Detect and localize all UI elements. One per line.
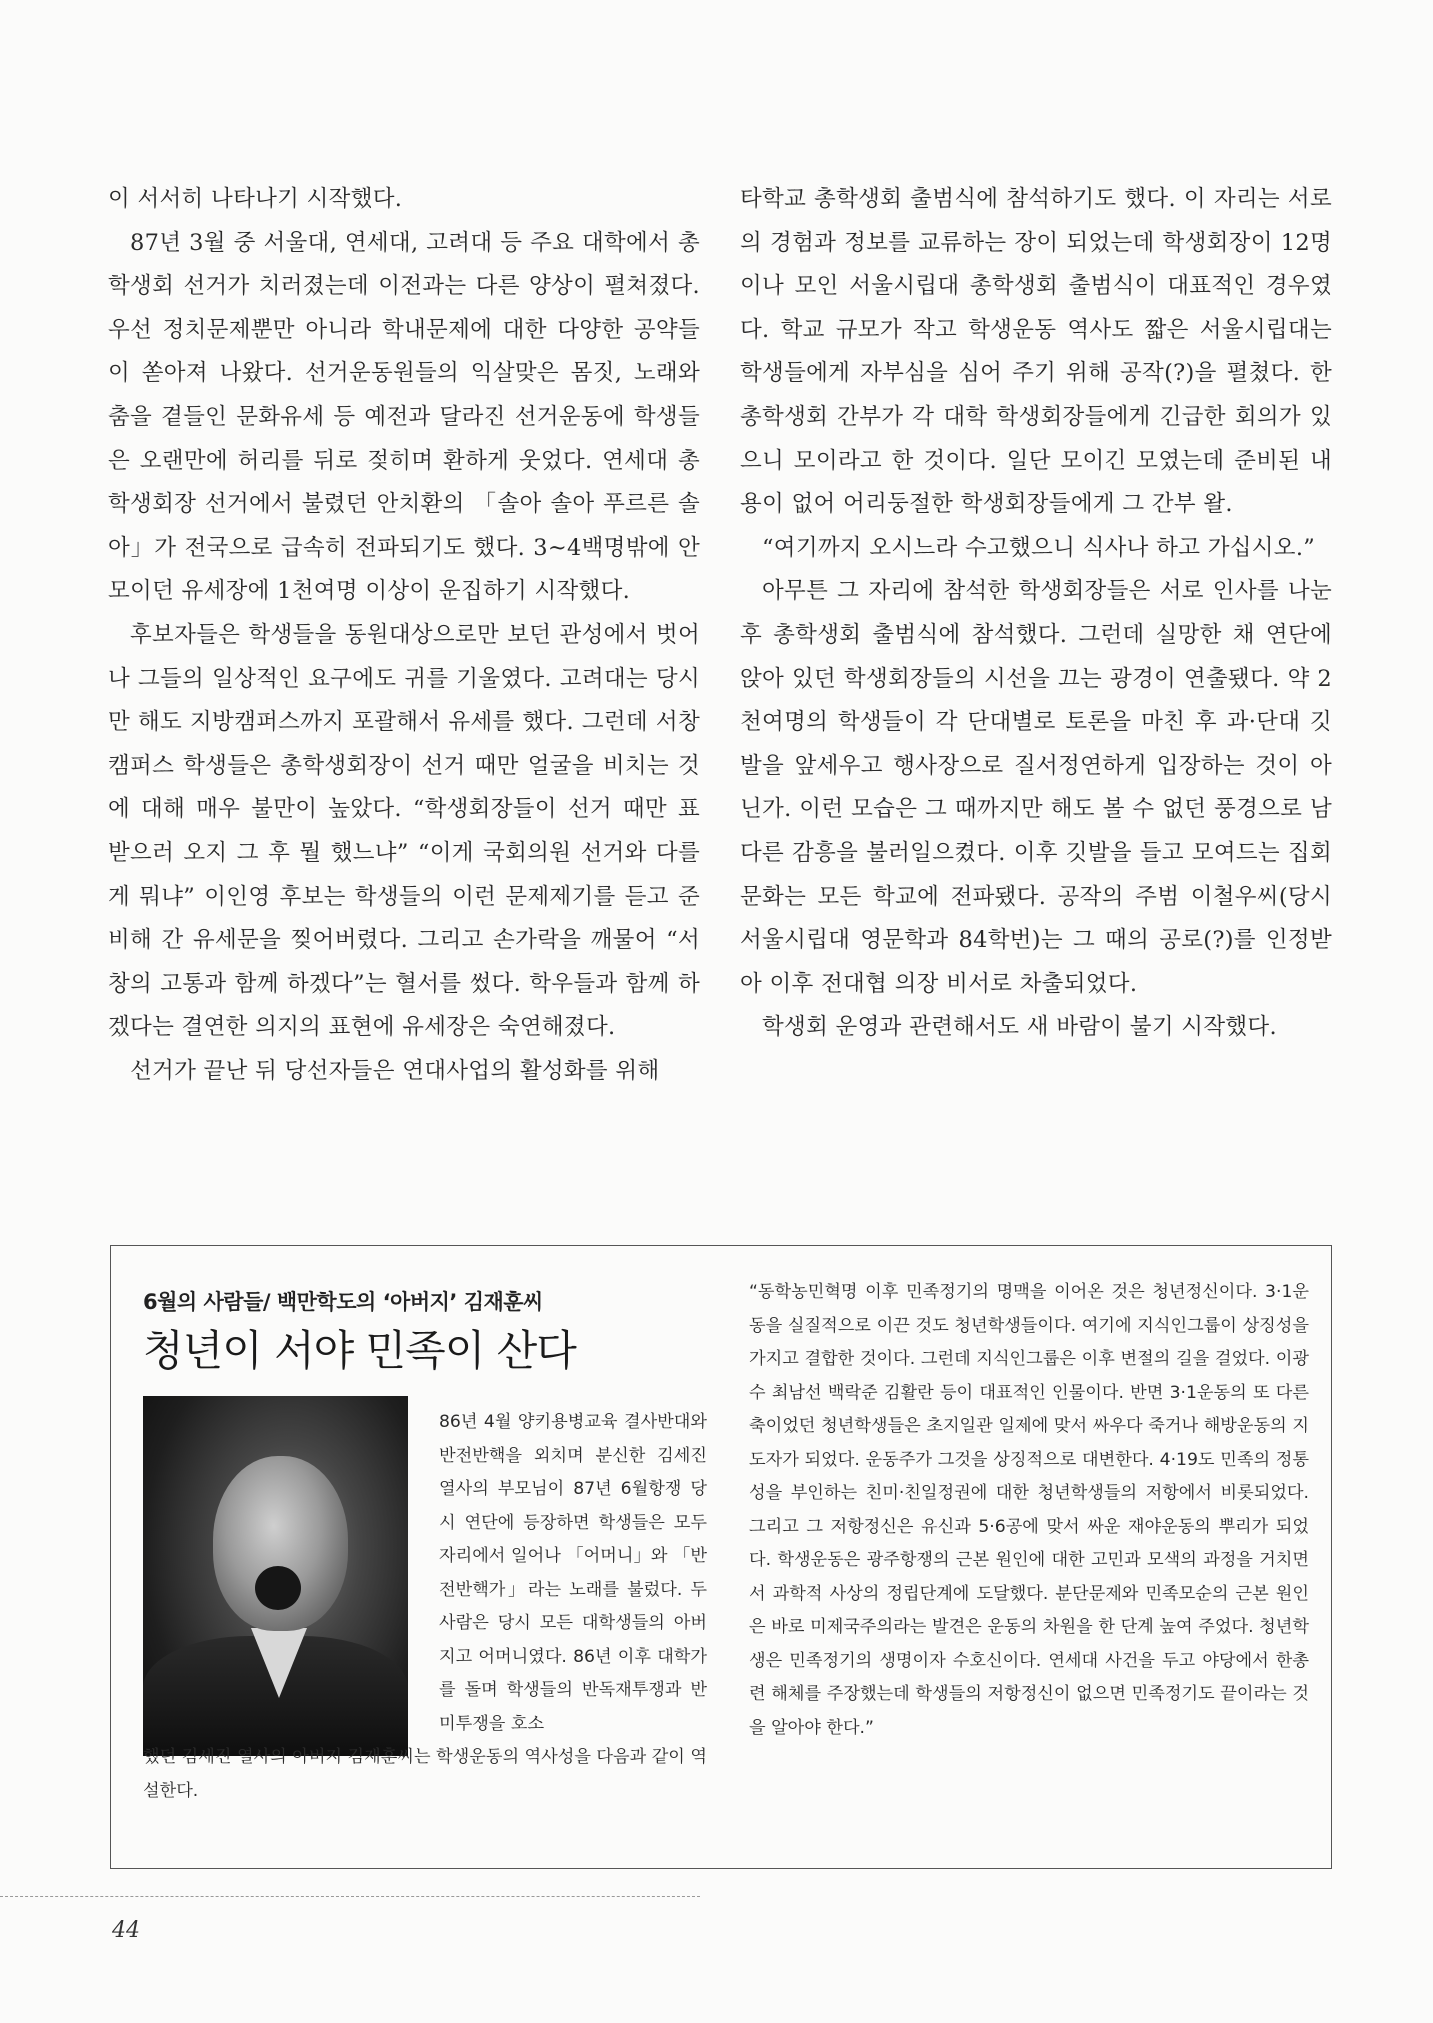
paragraph: 후보자들은 학생들을 동원대상으로만 보던 관성에서 벗어나 그들의 일상적인 요구에도 귀를 기울였다. 고려대는 당시만 해도 지방캠퍼스까지 포괄해서 유세를 했다. 그런데 서창캠퍼스 학생들은 총학생회장이 선거 때만 얼굴을 비치는 것에 대해 매우 불만이 높았다. “학생회장들이 선거 때만 표 받으러 오지 그 후 뭘 했느냐” “이게 국회의원 선거와 다를 게 뭐냐” 이인영 후보는 학생들의 이런 문제제기를 듣고 준비해 간 유세문을 찢어버렸다. 그리고 손가락을 깨물어 “서창의 고통과 함께 하겠다”는 혈서를 썼다. 학우들과 함께 하겠다는 결연한 의지의 표현에 유세장은 숙연해졌다. — [108, 621, 700, 1041]
paragraph: 타학교 총학생회 출범식에 참석하기도 했다. 이 자리는 서로의 경험과 정보를 교류하는 장이 되었는데 학생회장이 12명이나 모인 서울시립대 총학생회 출범식이 대표적인 경우였다. 학교 규모가 작고 학생운동 역사도 짧은 서울시립대는 학생들에게 자부심을 심어 주기 위해 공작(?)을 펼쳤다. 한 총학생회 간부가 각 대학 학생회장들에게 긴급한 회의가 있으니 모이라고 한 것이다. 일단 모이긴 모였는데 준비된 내용이 없어 어리둥절한 학생회장들에게 그 간부 왈. — [740, 186, 1332, 518]
sidebar-intro-text-cont: 했던 김세진 열사의 아버지 김재훈씨는 학생운동의 역사성을 다음과 같이 역설한다. — [143, 1747, 707, 1801]
left-column — [108, 178, 700, 1093]
portrait-photo — [143, 1396, 408, 1756]
footer-divider — [0, 1896, 700, 1897]
sidebar-intro-text: 86년 4월 양키용병교육 결사반대와 반전반핵을 외치며 분신한 김세진 열사의 부모님이 87년 6월항쟁 당시 연단에 등장하면 학생들은 모두 자리에서 일어나 「어머니」와 「반전반핵가」라는 노래를 불렀다. 두 사람은 당시 모든 대학생들의 아버지고 어머니였다. 86년 이후 대학가를 돌며 학생들의 반독재투쟁과 반미투쟁을 호소 — [439, 1412, 707, 1734]
sidebar-title: 청년이 서야 민족이 산다 — [143, 1326, 576, 1375]
sidebar-kicker: 6월의 사람들/ 백만학도의 ‘아버지’ 김재훈씨 — [143, 1290, 543, 1314]
sidebar-quote-text: “동학농민혁명 이후 민족정기의 명맥을 이어온 것은 청년정신이다. 3·1운동을 실질적으로 이끈 것도 청년학생들이다. 여기에 지식인그룹이 상징성을 가지고 결합한 것이다. 그런데 지식인그룹은 이후 변절의 길을 걸었다. 이광수 최남선 백락준 김활란 등이 대표적인 인물이다. 반면 3·1운동의 또 다른 축이었던 청년학생들은 초지일관 일제에 맞서 싸우다 죽거나 해방운동의 지도자가 되었다. 운동주가 그것을 상징적으로 대변한다. 4·19도 민족의 정통성을 부인하는 친미·친일정권에 대한 청년학생들의 저항에서 비롯되었다. 그리고 그 저항정신은 유신과 5·6공에 맞서 싸운 재야운동의 뿌리가 되었다. 학생운동은 광주항쟁의 근본 원인에 대한 고민과 모색의 과정을 거치면서 과학적 사상의 정립단계에 도달했다. 분단문제와 민족모순의 근본 원인은 바로 미제국주의라는 발견은 운동의 차원을 한 단계 높여 주었다. 청년학생은 민족정기의 생명이자 수호신이다. 연세대 사건을 두고 야당에서 한총련 해체를 주장했는데 학생들의 저항정신이 없으면 민족정기도 끝이라는 것을 알아야 한다.” — [749, 1282, 1309, 1738]
paragraph: “여기까지 오시느라 수고했으니 식사나 하고 가십시오.” — [762, 534, 1316, 561]
right-column — [740, 178, 1332, 1050]
paragraph: 학생회 운영과 관련해서도 새 바람이 불기 시작했다. — [762, 1014, 1277, 1041]
paragraph: 아무튼 그 자리에 참석한 학생회장들은 서로 인사를 나눈 후 총학생회 출범식에 참석했다. 그런데 실망한 채 연단에 앉아 있던 학생회장들의 시선을 끄는 광경이 연출됐다. 약 2천여명의 학생들이 각 단대별로 토론을 마친 후 과·단대 깃발을 앞세우고 행사장으로 질서정연하게 입장하는 것이 아닌가. 이런 모습은 그 때까지만 해도 볼 수 없던 풍경으로 남다른 감흥을 불러일으켰다. 이후 깃발을 들고 모여드는 집회문화는 모든 학교에 전파됐다. 공작의 주범 이철우씨(당시 서울시립대 영문학과 84학번)는 그 때의 공로(?)를 인정받아 이후 전대협 의장 비서로 차출되었다. — [740, 578, 1332, 997]
page-number: 44 — [112, 1918, 140, 1943]
paragraph: 선거가 끝난 뒤 당선자들은 연대사업의 활성화를 위해 — [130, 1057, 660, 1084]
paragraph: 이 서서히 나타나기 시작했다. — [108, 186, 403, 212]
paragraph: 87년 3월 중 서울대, 연세대, 고려대 등 주요 대학에서 총학생회 선거가 치러졌는데 이전과는 다른 양상이 펼쳐졌다. 우선 정치문제뿐만 아니라 학내문제에 대한 다양한 공약들이 쏟아져 나왔다. 선거운동원들의 익살맞은 몸짓, 노래와 춤을 곁들인 문화유세 등 예전과 달라진 선거운동에 학생들은 오랜만에 허리를 뒤로 젖히며 환하게 웃었다. 연세대 총학생회장 선거에서 불렸던 안치환의 「솔아 솔아 푸르른 솔아」가 전국으로 급속히 전파되기도 했다. 3~4백명밖에 안 모이던 유세장에 1천여명 이상이 운집하기 시작했다. — [108, 229, 700, 605]
photo-mouth — [255, 1566, 301, 1610]
sidebar-box — [110, 1245, 1332, 1869]
